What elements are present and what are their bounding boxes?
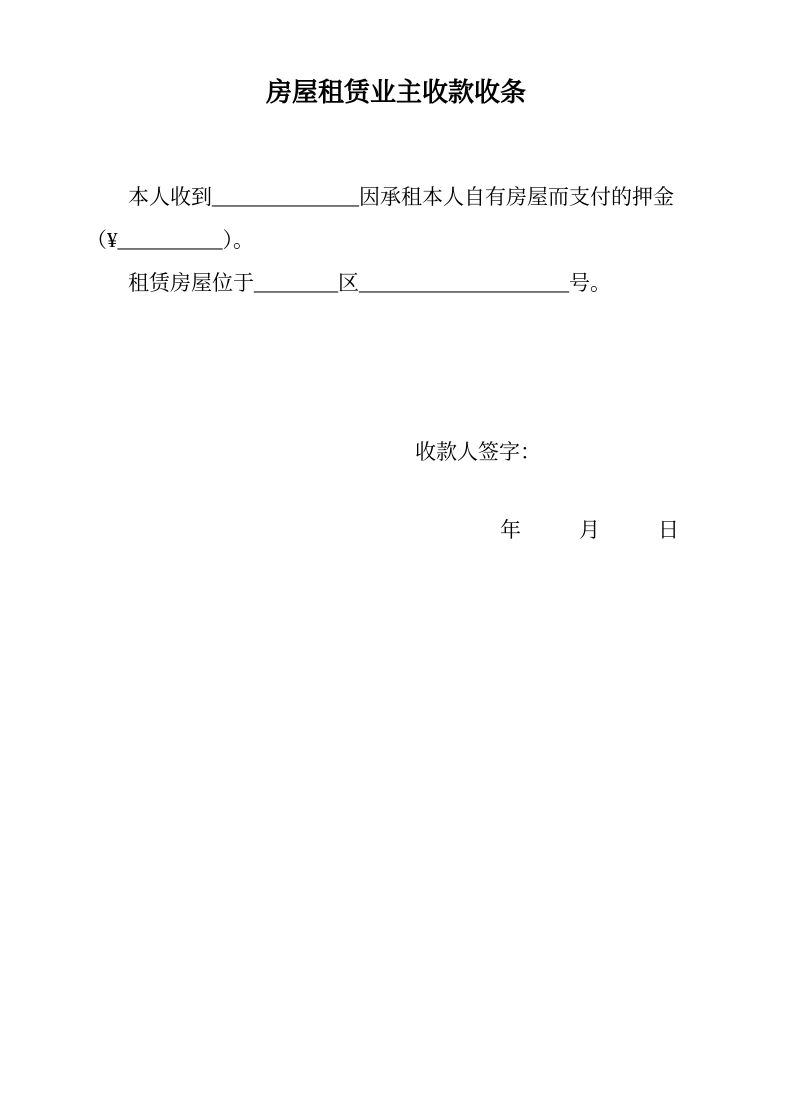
date-day-label: 日 xyxy=(658,518,679,542)
date-year-label: 年 xyxy=(500,518,521,542)
date-month-label: 月 xyxy=(579,518,600,542)
document-title: 房屋租赁业主收款收条 xyxy=(265,78,526,107)
date-line xyxy=(500,514,679,544)
property-address-line: 租赁房屋位于________区____________________号。 xyxy=(128,271,611,295)
amount-blank-line: （¥__________）。 xyxy=(86,228,254,252)
deposit-received-line: 本人收到______________因承租本人自有房屋而支付的押金 xyxy=(128,185,674,209)
payee-signature-label: 收款人签字： xyxy=(415,440,541,464)
